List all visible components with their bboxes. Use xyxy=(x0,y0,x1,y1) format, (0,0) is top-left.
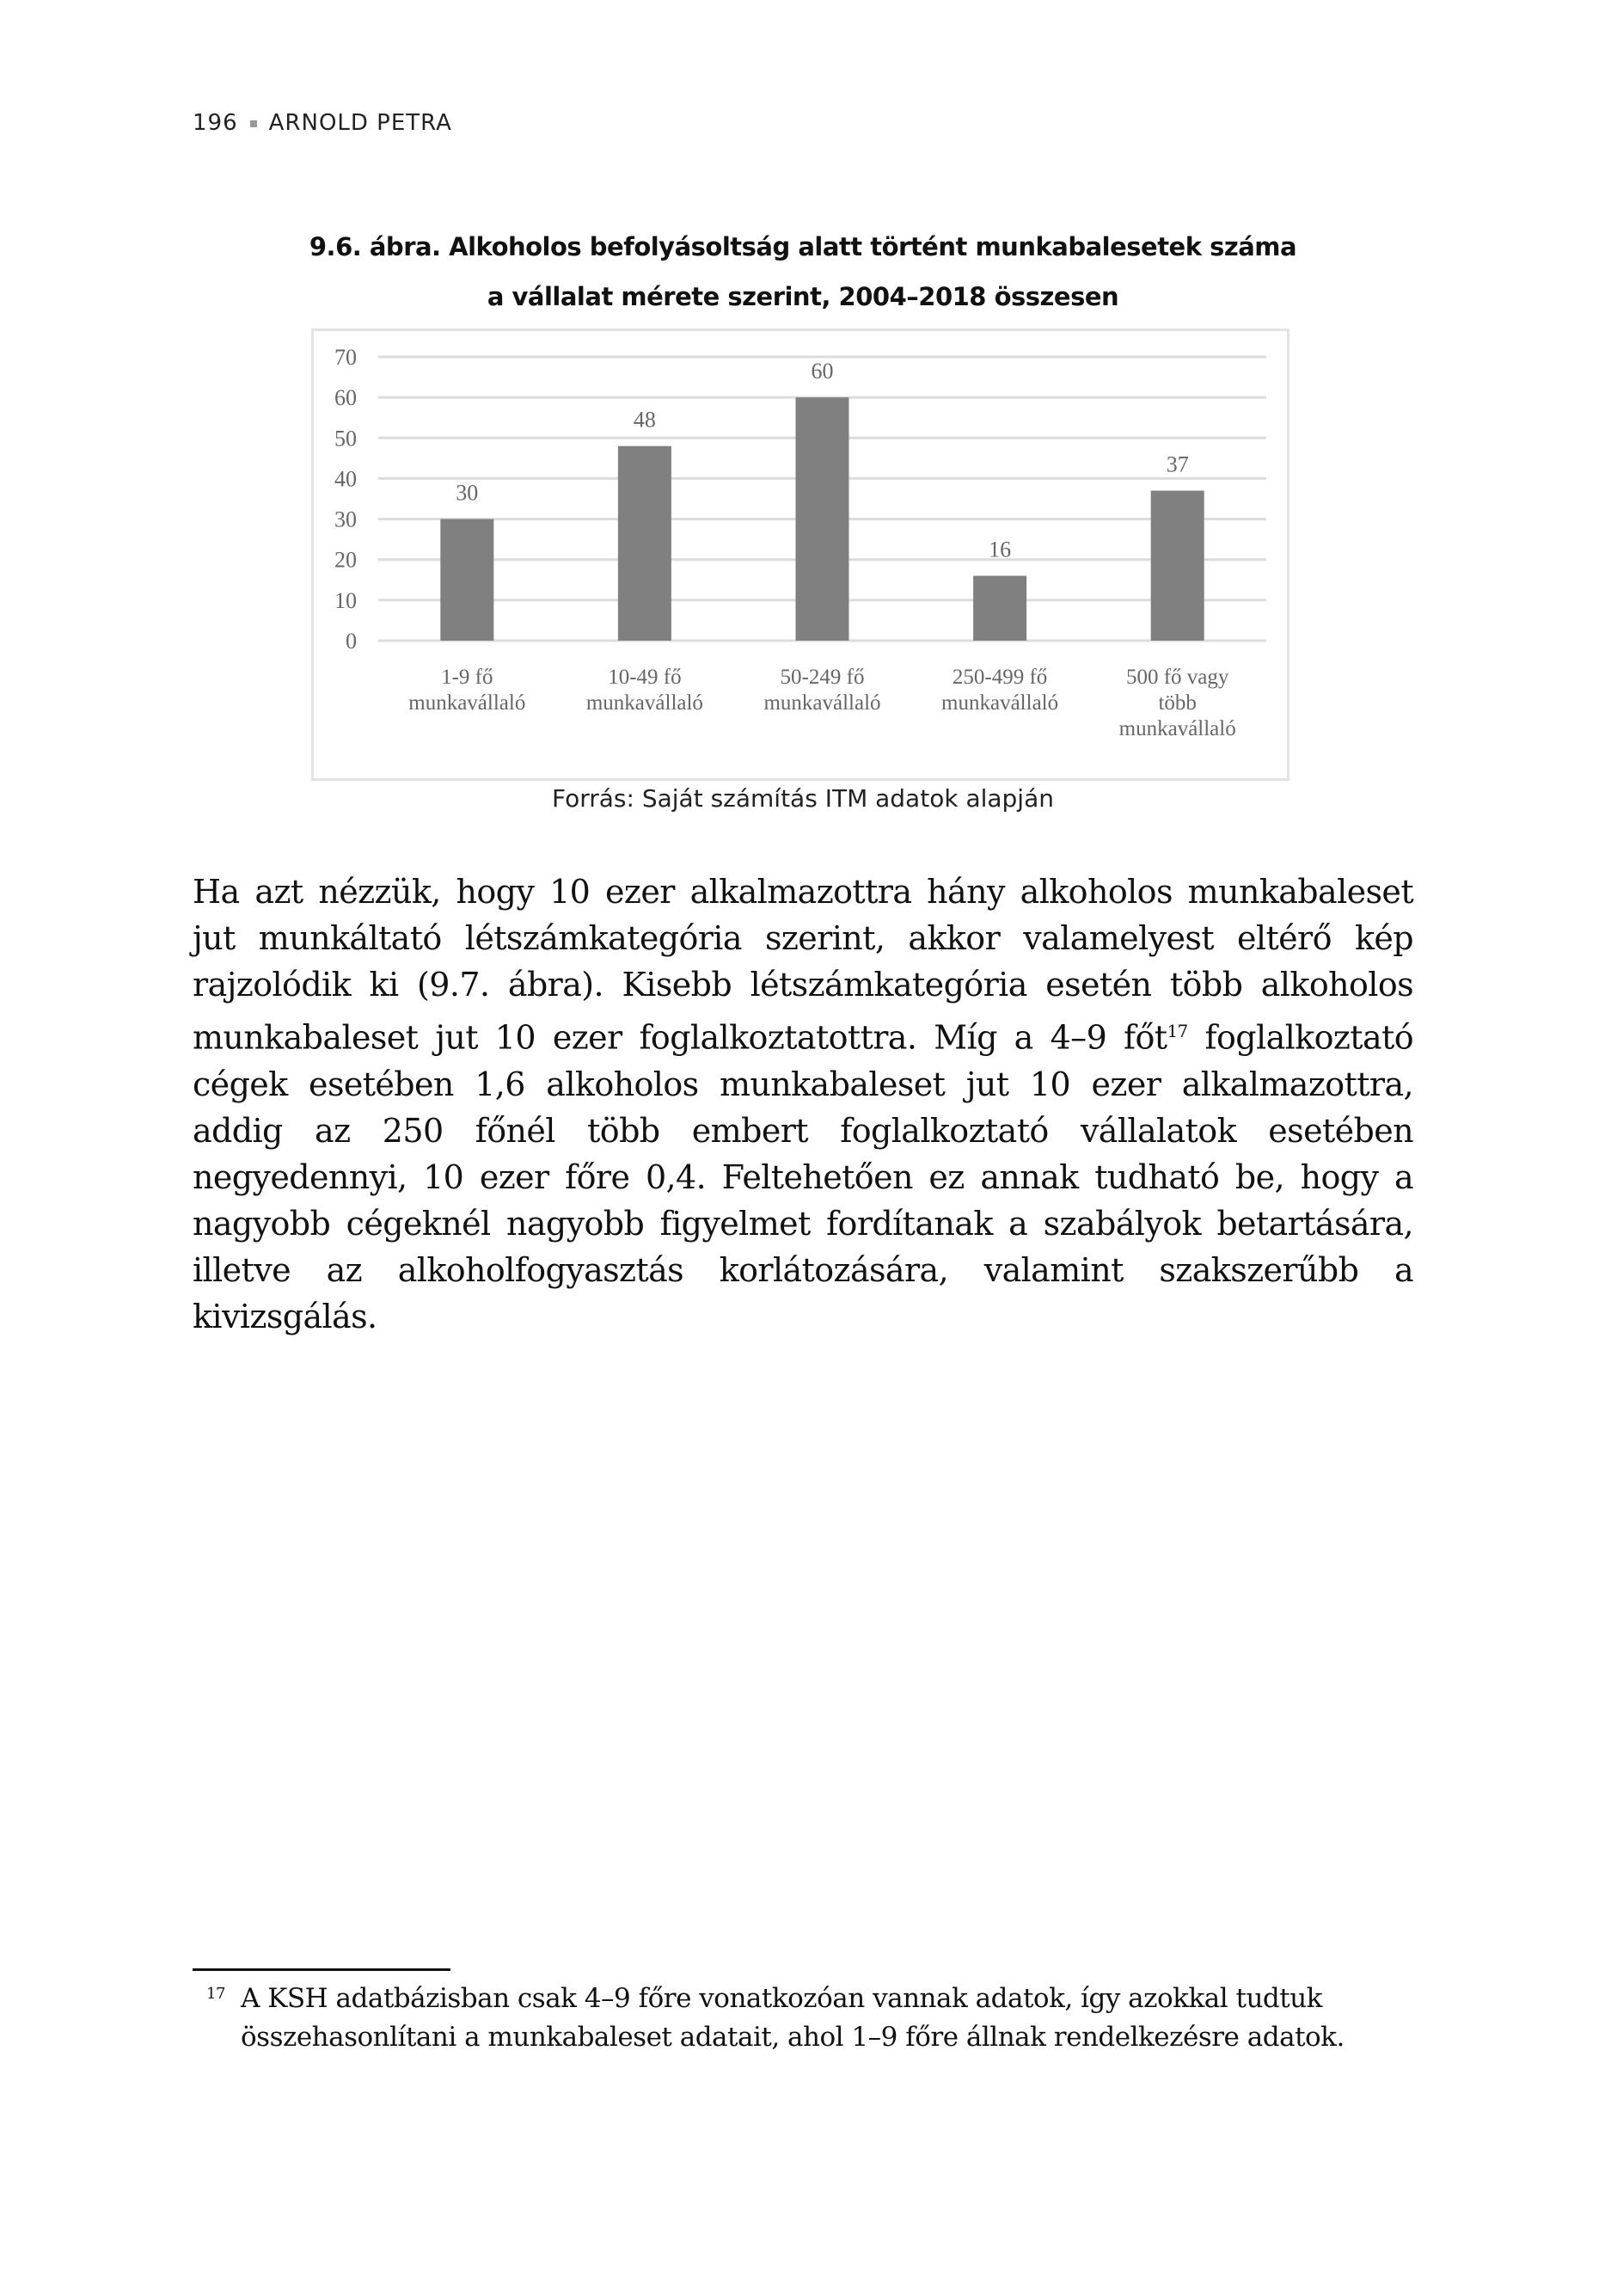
x-tick-label: munkavállaló xyxy=(941,691,1059,715)
bar xyxy=(440,519,493,641)
x-tick-label: munkavállaló xyxy=(763,691,881,715)
body-text-part-2: foglalkoztató cégek esetében 1,6 alkoholos munkabaleset jut 10 ezer alkalmazottra, addig az 250 főnél több embert foglalkoztató vállalatok esetében negyedennyi, 10 ezer főre 0,4. Feltehetően ez annak tudható be, hogy a nagyobb cégeknél nagyobb figyelmet fordítanak a szabályok betartására, illetve az alkoholfogyasztás korlátozására, valamint szakszerűbb a kivizsgálás. xyxy=(193,1018,1413,1335)
bar xyxy=(618,446,671,641)
data-label: 16 xyxy=(989,537,1012,562)
x-tick-label: 50-249 fő xyxy=(780,666,865,689)
bar xyxy=(1151,491,1204,641)
y-tick-label: 60 xyxy=(334,385,357,411)
bar xyxy=(973,576,1026,641)
y-tick-label: 10 xyxy=(334,587,357,613)
author-name: ARNOLD PETRA xyxy=(268,110,452,136)
data-label: 30 xyxy=(456,480,479,506)
body-text-part-1: Ha azt nézzük, hogy 10 ezer alkalmazottra hány alkoholos munkabaleset jut munkáltató létszámkategória szerint, akkor valamelyest eltérő kép rajzolódik ki (9.7. ábra). Kisebb létszámkategória esetén több alkoholos munkabaleset jut 10 ezer foglalkoztatottra. Míg a 4–9 főt xyxy=(193,873,1413,1057)
data-label: 48 xyxy=(633,407,656,433)
data-label: 37 xyxy=(1166,451,1189,477)
y-tick-label: 0 xyxy=(346,629,357,654)
page-number: 196 xyxy=(193,110,238,136)
separator-square-icon xyxy=(250,120,257,127)
data-label: 60 xyxy=(811,359,834,384)
y-tick-label: 20 xyxy=(334,547,357,573)
figure-title-line-2: a vállalat mérete szerint, 2004–2018 összesen xyxy=(487,282,1119,311)
y-tick-label: 50 xyxy=(334,426,357,451)
y-tick-label: 70 xyxy=(334,345,357,370)
footnote xyxy=(206,1980,1410,2057)
x-tick-label: 1-9 fő xyxy=(441,666,493,689)
x-tick-label: 250-499 fő xyxy=(952,666,1048,689)
footnote-reference[interactable]: 17 xyxy=(1167,1021,1188,1041)
figure-source: Forrás: Saját számítás ITM adatok alapján xyxy=(551,784,1054,813)
body-paragraph xyxy=(193,869,1413,1340)
x-tick-label: munkavállaló xyxy=(408,691,526,715)
x-tick-label: munkavállaló xyxy=(1118,717,1236,740)
y-tick-label: 30 xyxy=(334,506,357,532)
footnote-number: 17 xyxy=(206,1985,225,2003)
footnote-divider xyxy=(193,1968,450,1971)
figure-title xyxy=(193,222,1413,322)
x-tick-label: 500 fő vagy xyxy=(1125,666,1229,689)
x-tick-label: munkavállaló xyxy=(585,691,703,715)
y-tick-label: 40 xyxy=(334,466,357,492)
footnote-text: A KSH adatbázisban csak 4–9 főre vonatkozóan vannak adatok, így azokkal tudtuk összehasonlítani a munkabaleset adatait, ahol 1–9 főre állnak rendelkezésre adatok. xyxy=(241,1983,1345,2053)
figure-title-line-1: 9.6. ábra. Alkoholos befolyásoltság alatt történt munkabalesetek száma xyxy=(309,232,1297,261)
bar-chart-svg xyxy=(314,331,1287,778)
x-tick-label: több xyxy=(1158,691,1197,715)
x-tick-label: 10-49 fő xyxy=(608,666,682,689)
running-head xyxy=(193,110,452,136)
bar xyxy=(796,397,849,641)
bar-chart xyxy=(311,328,1290,781)
